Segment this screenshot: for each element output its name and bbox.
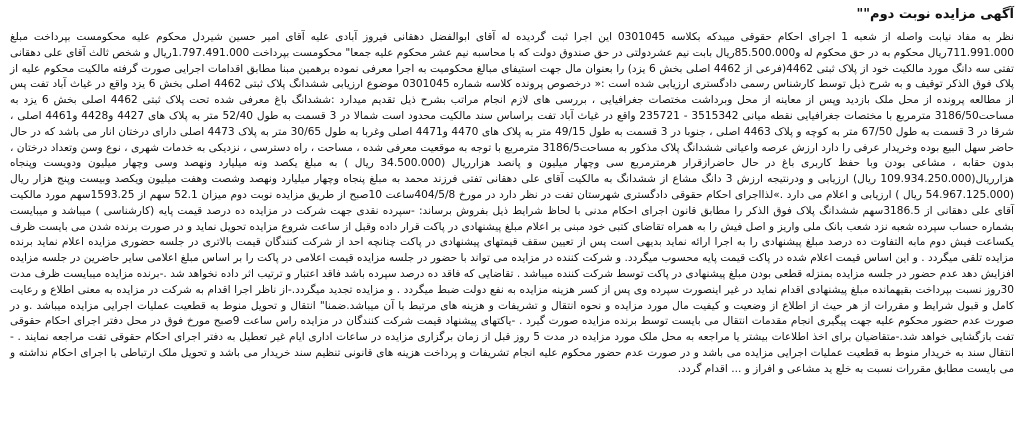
notice-title: آگهی مزایده نوبت دوم"" [856,7,1014,22]
notice-body-text: نظر به مفاد نیابت واصله از شعبه 1 اجرای احکام حقوقی میبدکه بکلاسه 0301045 این اجرا ثبت گردیده له آقای ابوالفضل دهقانی فیروز آبادی علیه آقای امیر حسین شیردل محکوم علیه محکومست بپرداخت مبلغ 711.991.000ریال محکوم به در حق محکوم له و85.500.000ریال بابت نیم عشردولتی در حق صندوق دولت که با محاسبه نیم عشر محکوم علیه جمعا" محکومست بپرداخت 1.797.491.000ریال و شخص ثالث آقای علی دهقانی تفتی سه دانگ مورد مالکیت خود از پلاک ثبتی 4462(فرعی از 4462 اصلی بخش 6 یزد) را بعنوان مال جهت استیفای مبالغ محکومیت به اجرا معرفی نموده برهمین مبنا مطابق اقدامات اجرایی صورت گرفته مالکیت محکوم علیه از پلاک فوق الذکر توقیف و به شرح ذیل توسط کارشناس رسمی دادگستری ارزیابی شده است :« درخصوص پرونده کلاسه شماره 0301045 موضوع ارزیابی ششدانگ پلاک ثبتی 4462 اصلی بخش 6 یزد واقع در غیاث آباد تفت پس از مطالعه پرونده از محل ملک بازدید وپس از معاینه از محل وبرداشت مختصات جغرافیایی ، بررسی های لازم انجام مراتب بشرح ذیل تقدیم میدارد :ششدانگ باغ معرفی شده تحت پلاک ثبتی 4462 اصلی بخش 6 یزد به مساحت3186/50 مترمربع با مختصات جغرافیایی نقطه میانی 3515342 - 235721 واقع در غیاث آباد تفت براساس سند مالکیت محدود است شمالا در 3 قسمت به طول 52/40 متر به پلاک های 4427 و4428 و4461 اصلی ، شرقا در 3 قسمت به طول 67/50 متر به کوچه و پلاک 4463 اصلی ، جنوبا در 3 قسمت به طول 49/15 متر به پلاک های 4470 و4471 اصلی وغربا به طول 30/65 متر به پلاک 4473 اصلی دارای درختان انار می باشد که در حال حاضر سهل البیع بوده وخریدار عرفی را دارد ارزش عرصه واعیانی ششدانگ پلاک مذکور به مساحت3186/5 مترمربع با توجه به موقعیت معرفی شده ، مساحت ، راه دسترسی ، نزدیکی به خدمات شهری ، نوع وسن وتعداد درختان ، بدون حقابه ، مشاعی بودن وبا حفظ کاربری باغ در حال حاضرازقرار هرمترمربع سی وچهار میلیون و پانصد هزارریال (34.500.000 ریال ) به مبلغ یکصد ونه میلیارد ونهصد وسی وچهار میلیون ودویست وپنجاه هزارریال(109.934.250.000 ریال) ارزیابی و ودرنتیجه ارزش 3 دانگ مشاع از ششدانگ به مالکیت آقای علی دهقانی تفتی فرزند محمد به مبلغ پنجاه وچهار میلیارد ونهصد وشصت وهفت میلیون ویکصد وبیست وپنج هزار ریال (54.967.125.000 ریال ) ارزیابی و اعلام می دارد .»لذااجرای احکام حقوقی دادگستری شهرستان تفت در نظر دارد در مورخ 404/5/8ساعت 10صبح از طریق مزایده نوبت دوم میزان 52.1 سهم از 1593.25سهم مورد مالکیت آقای علی دهقانی از 3186.5سهم ششدانگ پلاک فوق الذکر را مطابق قانون اجرای احکام مدنی با لحاظ شرایط ذیل بفروش برساند: -سپرده نقدی جهت شرکت در مزایده ده درصد قیمت پایه (کارشناسی ) میباشد و میبایست بشماره حساب سپرده شعبه نزد شعب بانک ملی واریز و اصل فیش را به همراه تقاضای کتبی خود مبنی بر اعلام مبلغ پیشنهادی در پاکت قرار داده وقبل از ساعت شروع مزایده تحویل نماید و در صورت برنده شدن می بایست ظرف یکساعت فیش دوم مابه التفاوت ده درصد مبلغ پیشنهادی را به اجرا ارائه نماید بدیهی است پس از تعیین سقف قیمتهای پیشنهادی در پاکت چنانچه احد از شرکت کنندگان قیمت بالاتری در جلسه حضوری مزایده اعلام نماید برنده مزایده تلقی میگردد . و این اساس قیمت اعلام شده در پاکت قیمت پایه محسوب میگردد. و شرکت کننده در مزایده می تواند با حضور در جلسه مزایده قیمت اعلامی در پاکت را بر اساس مبلغ اعلامی سایر حاضرین در جلسه مزایده افزایش دهد عدم حضور در جلسه مزایده بمنزله قطعی بودن مبلغ پیشنهادی در پاکت توسط شرکت کننده میباشد . تقاضایی که فاقد ده درصد سپرده باشد فاقد اعتبار و ترتیب اثر داده نخواهد شد .-برنده مزایده میبایست ظرف مدت 30روز نسبت بپرداخت بقیهمانده مبلغ پیشنهادی اقدام نماید در غیر اینصورت سپرده وی پس از کسر هزینه مزایده به نفع دولت ضبط میگردد . و مزایده تجدید میگردد.-از ناظر اجرا اقدام به شرکت در مزایده به معنی اطلاع و رعایت کامل و قبول شرایط و مقررات از هر حیث از اطلاع از وضعیت و کیفیت مال مورد مزایده و نحوه انتقال و تشریفات و هزینه های مرتبط با آن میباشد.ضمنا" انتقال و تحویل منوط به قطعیت عملیات اجرایی مزایده میباشد .و در صورت عدم حضور محکوم علیه جهت پیگیری انجام مقدمات انتقال می بایست توسط برنده مزایده صورت گیرد . -یاکتهای پیشنهاد قیمت شرکت کنندگان در مزایده راس ساعت 9صبح مورخ فوق در محل دفتر اجرای احکام حقوقی تفت بازگشایی خواهد شد.-متقاضیان برای اخذ اطلاعات بیشتر یا مراجعه به محل ملک مورد مزایده در مدت 5 روز قبل از زمان برگزاری مزایده در ساعات اداری ایام غیر تعطیل به دفتر اجرای احکام حقوقی تفت مراجعه نمایند . - انتقال سند به خریدار منوط به قطعیت عملیات اجرایی مزایده می باشد و در صورت عدم حضور محکوم علیه انجام تشریفات و پرداخت هزینه های قانونی تنظیم سند خریدار می باشد و تحویل ملک ارتباطی با اجرای احکام نداشته و می بایست مطابق مقررات نسبت به خلع ید مشاعی و افراز و ... اقدام گردد. [10,31,1015,375]
